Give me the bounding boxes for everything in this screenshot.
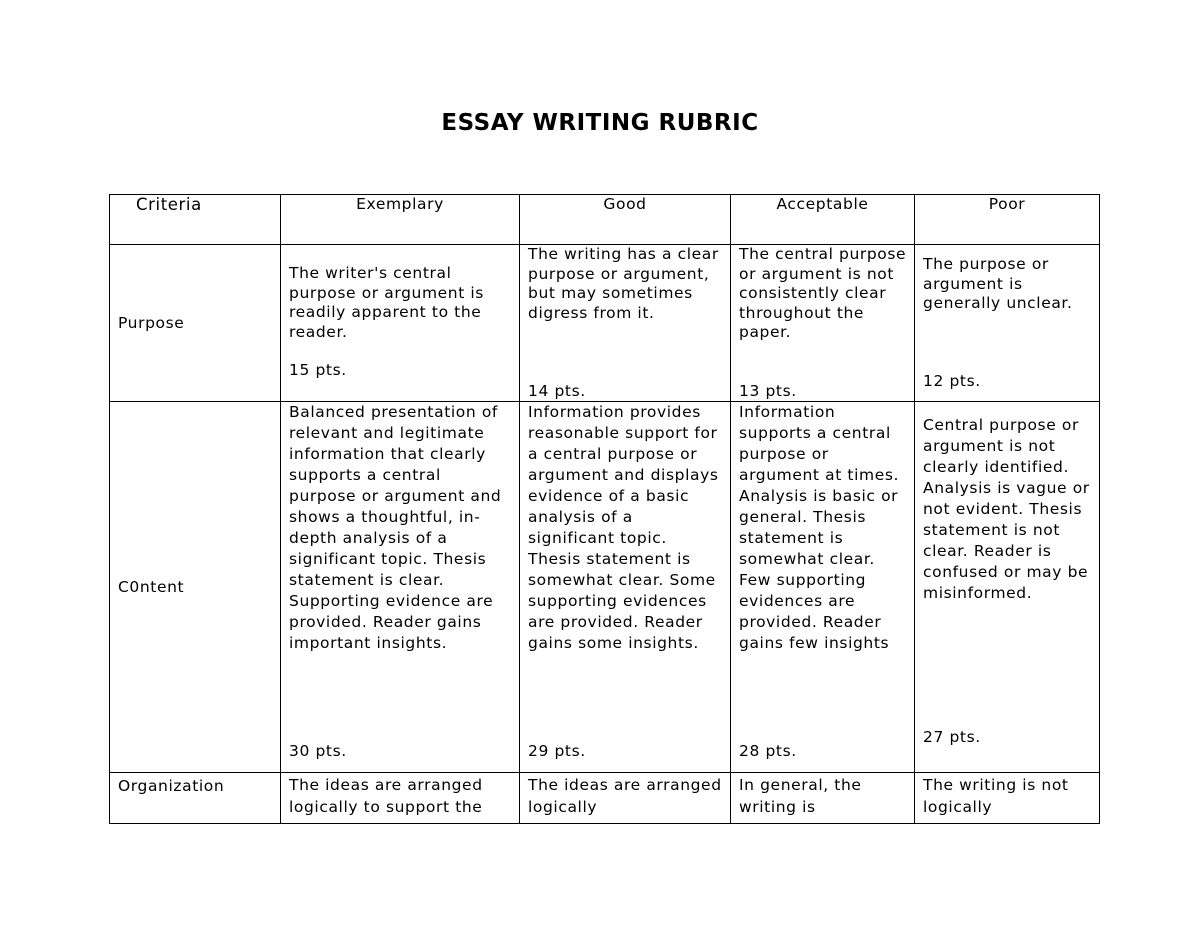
cell-points: 28 pts. (739, 742, 797, 760)
cell-description: The purpose or argument is generally unclear. (923, 255, 1073, 312)
rubric-cell (520, 245, 731, 402)
row-label-purpose: Purpose (110, 245, 281, 402)
cell-points: 14 pts. (528, 381, 586, 400)
cell-description: The ideas are arranged logically (528, 776, 722, 816)
rubric-cell (915, 245, 1100, 402)
cell-description: The ideas are arranged logically to support the (289, 776, 483, 816)
page-title: ESSAY WRITING RUBRIC (441, 110, 759, 136)
row-label-organization: Organization (110, 773, 281, 824)
cell-points: 12 pts. (923, 371, 981, 390)
cell-description: The central purpose or argument is not consistently clear throughout the paper. (739, 245, 907, 341)
column-header-criteria: Criteria (110, 195, 281, 245)
cell-description: The writing has a clear purpose or argument, but may sometimes digress from it. (528, 245, 719, 322)
rubric-cell (520, 402, 731, 773)
cell-description: Information provides reasonable support for a central purpose or argument and displays evidence of a basic analysis of a significant topic. Thesis statement is somewhat clear. Some supporting evidences are provided. Reader gains some insights. (528, 403, 719, 652)
cell-points: 29 pts. (528, 742, 586, 760)
column-header-exemplary: Exemplary (281, 195, 520, 245)
table-row-purpose (110, 245, 1100, 402)
header-row (110, 195, 1100, 245)
column-header-poor: Poor (915, 195, 1100, 245)
table-row-organization (110, 773, 1100, 824)
cell-points: 13 pts. (739, 381, 797, 400)
cell-description: Balanced presentation of relevant and legitimate information that clearly supports a central purpose or argument and shows a thoughtful, in-depth analysis of a significant topic. Thesis statement is clear. Supporting evidence are provided. Reader gains important insights. (289, 403, 502, 652)
rubric-cell (281, 402, 520, 773)
table-row-content (110, 402, 1100, 773)
cell-description: The writer's central purpose or argument is readily apparent to the reader. (289, 264, 484, 341)
cell-description: Information supports a central purpose or argument at times. Analysis is basic or general. Thesis statement is somewhat clear. Few supporting evidences are provided. Reader gains few insights (739, 403, 900, 652)
rubric-cell (731, 245, 915, 402)
rubric-cell (731, 773, 915, 824)
rubric-cell (281, 773, 520, 824)
cell-points: 15 pts. (289, 361, 347, 379)
rubric-cell (915, 402, 1100, 773)
cell-description: The writing is not logically (923, 776, 1069, 816)
rubric-cell (281, 245, 520, 402)
cell-points: 30 pts. (289, 742, 347, 760)
column-header-good: Good (520, 195, 731, 245)
cell-description: In general, the writing is (739, 776, 862, 816)
cell-points: 27 pts. (923, 728, 981, 746)
rubric-cell (520, 773, 731, 824)
rubric-cell (731, 402, 915, 773)
rubric-table (109, 194, 1100, 824)
row-label-content: C0ntent (110, 402, 281, 773)
rubric-cell (915, 773, 1100, 824)
cell-description: Central purpose or argument is not clearly identified. Analysis is vague or not evident. Thesis statement is not clear. Reader is confused or may be misinformed. (923, 416, 1090, 602)
column-header-acceptable: Acceptable (731, 195, 915, 245)
